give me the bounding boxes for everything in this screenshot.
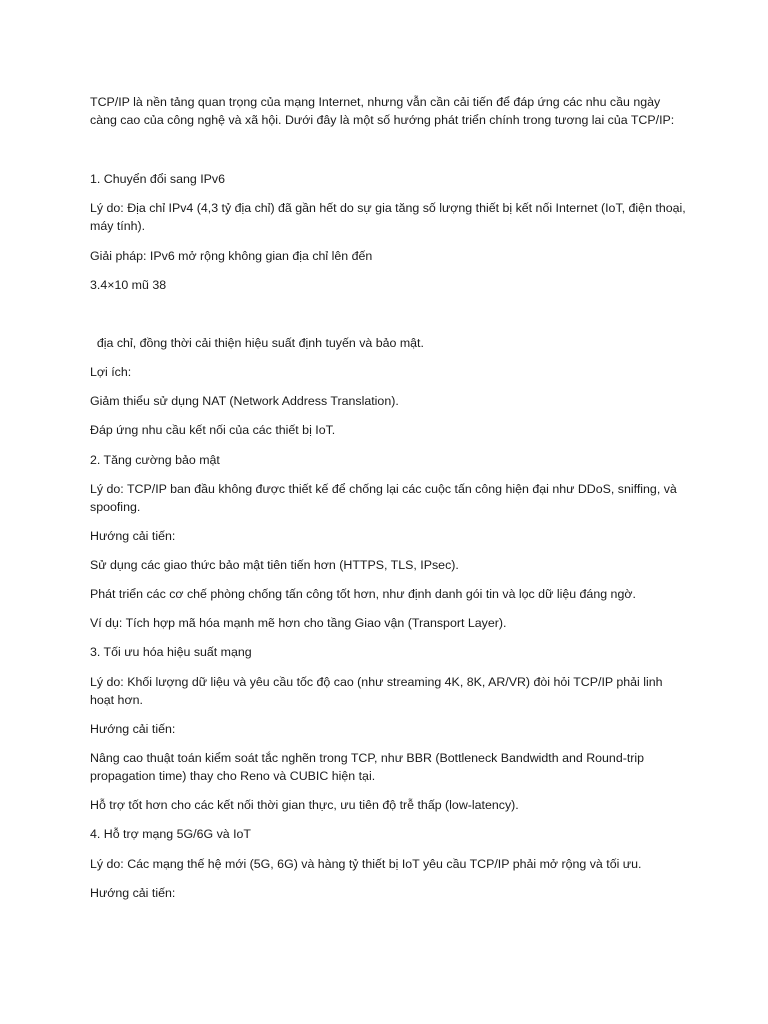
- section-1-formula: 3.4×10 mũ 38: [90, 278, 167, 292]
- section-3-item-1: Nâng cao thuật toán kiểm soát tắc nghẽn trong TCP, như BBR (Bottleneck Bandwidth and Round-trip propagation time) thay cho Reno và CUBIC hiện tại.: [90, 751, 645, 783]
- section-2-item-1: Sử dụng các giao thức bảo mật tiên tiến hơn (HTTPS, TLS, IPsec).: [90, 558, 459, 572]
- section-3-item-2: Hỗ trợ tốt hơn cho các kết nối thời gian thực, ưu tiên độ trễ thấp (low-latency).: [90, 798, 519, 812]
- section-4-heading: 4. Hỗ trợ mạng 5G/6G và IoT: [90, 827, 252, 841]
- section-2-heading: 2. Tăng cường bảo mật: [90, 453, 220, 467]
- intro-paragraph: TCP/IP là nền tảng quan trọng của mạng Internet, nhưng vẫn cần cải tiến để đáp ứng các nhu cầu ngày càng cao của công nghệ và xã hội. Dưới đây là một số hướng phát triển chính trong tương lai của TCP/IP:: [90, 95, 675, 127]
- section-1-benefit-2: Đáp ứng nhu cầu kết nối của các thiết bị IoT.: [90, 423, 336, 437]
- section-2-direction-label: Hướng cải tiến:: [90, 529, 176, 543]
- section-2-item-2: Phát triển các cơ chế phòng chống tấn công tốt hơn, như định danh gói tin và lọc dữ liệu đáng ngờ.: [90, 587, 636, 601]
- section-1-benefit-label: Lợi ích:: [90, 365, 132, 379]
- section-4-direction-label: Hướng cải tiến:: [90, 886, 176, 900]
- section-2-example: Ví dụ: Tích hợp mã hóa mạnh mẽ hơn cho tầng Giao vận (Transport Layer).: [90, 616, 507, 630]
- section-3-reason: Lý do: Khối lượng dữ liệu và yêu cầu tốc độ cao (như streaming 4K, 8K, AR/VR) đòi hỏi TCP/IP phải linh hoạt hơn.: [90, 675, 663, 707]
- section-1-solution-continued: địa chỉ, đồng thời cải thiện hiệu suất định tuyến và bảo mật.: [90, 336, 424, 350]
- section-1-benefit-1: Giảm thiểu sử dụng NAT (Network Address Translation).: [90, 394, 399, 408]
- section-2-reason: Lý do: TCP/IP ban đầu không được thiết kế để chống lại các cuộc tấn công hiện đại như DDoS, sniffing, và spoofing.: [90, 482, 677, 514]
- section-1-solution: Giải pháp: IPv6 mở rộng không gian địa chỉ lên đến: [90, 249, 373, 263]
- section-3-direction-label: Hướng cải tiến:: [90, 722, 176, 736]
- section-1-reason: Lý do: Địa chỉ IPv4 (4,3 tỷ địa chỉ) đã gần hết do sự gia tăng số lượng thiết bị kết nối Internet (IoT, điện thoại, máy tính).: [90, 201, 686, 233]
- section-1-heading: 1. Chuyển đổi sang IPv6: [90, 172, 226, 186]
- section-4-reason: Lý do: Các mạng thế hệ mới (5G, 6G) và hàng tỷ thiết bị IoT yêu cầu TCP/IP phải mở rộng và tối ưu.: [90, 857, 642, 871]
- section-3-heading: 3. Tối ưu hóa hiệu suất mạng: [90, 645, 252, 659]
